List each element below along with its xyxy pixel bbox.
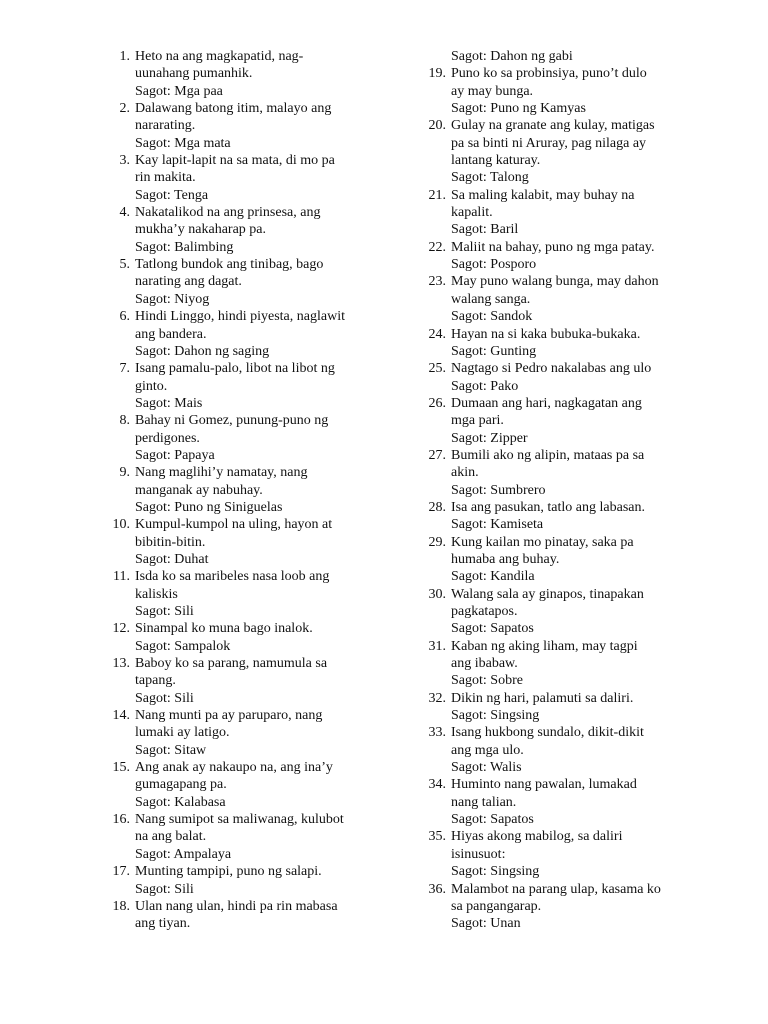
riddle-line [420,742,690,759]
riddle-number: 32. [428,690,446,706]
riddle-number: 5. [119,257,130,273]
riddle-number: 25. [428,361,446,377]
riddle-item [420,828,690,880]
riddle-line [104,603,394,620]
riddle-line [104,482,394,499]
riddle-item [104,412,394,464]
riddle-item [104,100,394,152]
riddle-text: ginto. [135,378,168,394]
riddle-answer: Sagot: Gunting [451,343,537,359]
riddle-line [104,672,394,689]
riddle-text: ay may bunga. [451,83,534,99]
riddle-line [104,187,394,204]
riddle-answer: Sagot: Singsing [451,708,540,724]
riddle-text: Bumili ako ng alipin, mataas pa sa [451,447,645,463]
riddle-text: humaba ang buhay. [451,551,560,567]
riddle-text: na ang balat. [135,829,207,845]
riddle-line [420,776,690,793]
riddle-number: 8. [119,413,130,429]
riddle-line [104,638,394,655]
riddle-text: mga pari. [451,413,504,429]
riddle-item [104,811,394,863]
riddle-item [420,360,690,395]
riddle-line [104,48,394,65]
riddle-line [420,152,690,169]
riddle-answer: Sagot: Posporo [451,257,537,273]
riddle-text: May puno walang bunga, may dahon [451,274,659,290]
riddle-item [420,273,690,325]
riddle-line [420,811,690,828]
riddle-number: 20. [428,118,446,134]
riddle-item [420,65,690,117]
riddle-text: Walang sala ay ginapos, tinapakan [451,586,644,602]
riddle-line [420,412,690,429]
riddle-line [104,464,394,481]
riddle-item [104,204,394,256]
riddle-number: 33. [428,725,446,741]
riddle-line [104,776,394,793]
riddle-number: 27. [428,447,446,463]
riddle-text: lumaki ay latigo. [135,725,230,741]
riddle-number: 4. [119,205,130,221]
riddle-number: 34. [428,777,446,793]
riddle-line [420,430,690,447]
riddle-answer: Sagot: Dahon ng saging [135,343,270,359]
riddle-text: Nagtago si Pedro nakalabas ang ulo [451,361,652,377]
riddle-line [104,308,394,325]
riddle-text: Nakatalikod na ang prinsesa, ang [135,205,321,221]
riddle-item [420,586,690,638]
riddle-text: lantang katuray. [451,153,541,169]
riddle-answer: Sagot: Sapatos [451,621,534,637]
riddle-line [420,568,690,585]
riddle-answer: Sagot: Unan [451,916,521,932]
riddle-text: Kumpul-kumpol na uling, hayon at [135,517,333,533]
riddle-line [420,915,690,932]
riddle-text: Dalawang batong itim, malayo ang [135,101,332,117]
riddle-text: Hindi Linggo, hindi piyesta, naglawit [135,309,345,325]
riddle-text: manganak ay nabuhay. [135,482,263,498]
riddle-text: tapang. [135,673,176,689]
riddle-text: rin makita. [135,170,196,186]
riddle-answer: Sagot: Pako [451,378,519,394]
riddle-number: 7. [119,361,130,377]
riddle-line [104,447,394,464]
riddle-item [104,516,394,568]
riddle-answer: Sagot: Singsing [451,864,540,880]
riddle-text: Gulay na granate ang kulay, matigas [451,118,655,134]
riddle-answer: Sagot: Talong [451,170,529,186]
riddle-text: Kaban ng aking liham, may tagpi [451,638,638,654]
riddle-text: Huminto nang pawalan, lumakad [451,777,637,793]
riddle-answer: Sagot: Sili [135,690,194,706]
riddle-answer: Sagot: Sapatos [451,812,534,828]
riddle-text: Nang sumipot sa maliwanag, kulubot [135,812,344,828]
riddle-text: ang bandera. [135,326,207,342]
riddle-answer: Sagot: Kalabasa [135,794,226,810]
riddle-line [104,620,394,637]
riddle-line [104,169,394,186]
riddle-number: 12. [112,621,130,637]
riddle-line [420,846,690,863]
riddle-line [104,655,394,672]
riddle-line [420,482,690,499]
riddle-line [420,551,690,568]
riddle-item [420,187,690,239]
riddle-line [104,430,394,447]
riddle-line [104,742,394,759]
riddle-line [104,239,394,256]
riddle-text: Nang munti pa ay paruparo, nang [135,708,323,724]
riddle-text: Kung kailan mo pinatay, saka pa [451,534,634,550]
riddle-item [420,117,690,186]
riddle-number: 19. [428,66,446,82]
riddle-number: 26. [428,395,446,411]
riddle-text: Sinampal ko muna bago inalok. [135,621,313,637]
riddle-text: pagkatapos. [451,604,518,619]
riddle-text: gumagapang pa. [135,777,227,793]
riddle-answer: Sagot: Sandok [451,309,533,325]
riddle-answer: Sagot: Sili [135,881,194,897]
riddle-line [104,534,394,551]
riddle-item [420,724,690,776]
riddle-line [104,326,394,343]
riddle-number: 9. [119,465,130,481]
riddle-answer: Sagot: Tenga [135,187,209,203]
riddle-line [104,690,394,707]
riddle-text: Sa maling kalabit, may buhay na [451,187,635,203]
riddle-line [420,378,690,395]
riddle-answer: Sagot: Sumbrero [451,482,546,498]
riddle-line [104,915,394,932]
riddle-item [420,638,690,690]
riddle-text: perdigones. [135,430,200,446]
riddle-answer: Sagot: Mais [135,395,203,411]
riddle-text: Ulan nang ulan, hindi pa rin mabasa [135,898,338,914]
riddle-line [420,100,690,117]
riddle-text: Heto na ang magkapatid, nag- [135,49,304,64]
riddle-text: isinusuot: [451,846,506,862]
riddle-item [104,152,394,204]
riddle-line [104,83,394,100]
riddle-item [420,395,690,447]
riddle-line [420,169,690,186]
riddle-answer: Sagot: Puno ng Kamyas [451,101,586,117]
riddle-answer: Sagot: Sobre [451,673,523,689]
riddle-line [420,256,690,273]
riddle-line [420,620,690,637]
riddle-line [420,603,690,620]
riddle-text: nararating. [135,118,196,134]
riddle-line [420,499,690,516]
riddle-line [104,378,394,395]
riddle-text: Bahay ni Gomez, punung-puno ng [135,413,329,429]
riddle-text: ang ibabaw. [451,656,518,672]
riddle-text: Maliit na bahay, puno ng mga patay. [451,239,655,255]
riddle-text: bibitin-bitin. [135,534,206,550]
riddle-item [104,620,394,655]
riddle-line [104,881,394,898]
riddle-item [420,239,690,274]
riddle-line [104,863,394,880]
riddle-number: 1. [119,49,130,64]
riddle-line [420,447,690,464]
riddle-text: Isda ko sa maribeles nasa loob ang [135,569,330,585]
riddle-answer: Sagot: Mga paa [135,83,223,99]
riddle-answer: Sagot: Walis [451,760,522,776]
riddle-text: mukha’y nakaharap pa. [135,222,266,238]
riddle-line [104,204,394,221]
riddle-text: kaliskis [135,586,178,602]
riddle-answer: Sagot: Sitaw [135,742,207,758]
riddle-text: Isang hukbong sundalo, dikit-dikit [451,725,644,741]
riddle-line [420,48,690,65]
riddle-line [104,551,394,568]
riddle-line [420,117,690,134]
riddle-line [420,586,690,603]
riddle-item [420,776,690,828]
riddle-item [104,256,394,308]
riddle-line [420,794,690,811]
riddle-number: 10. [112,517,130,533]
riddle-number: 23. [428,274,446,290]
riddle-line [420,360,690,377]
riddle-line [104,152,394,169]
riddle-item [420,690,690,725]
riddle-number: 18. [112,898,130,914]
riddle-line [104,395,394,412]
riddle-item [104,48,394,100]
riddle-number: 2. [119,101,130,117]
riddle-line [420,724,690,741]
riddle-text: walang sanga. [451,291,531,307]
riddle-line [104,759,394,776]
riddle-text: Isang pamalu-palo, libot na libot ng [135,361,335,377]
riddle-answer: Sagot: Sampalok [135,638,231,654]
riddle-text: Hayan na si kaka bubuka-bukaka. [451,326,641,342]
riddle-item [420,499,690,534]
riddle-number: 13. [112,656,130,672]
riddle-answer: Sagot: Kandila [451,569,535,585]
riddle-line [104,828,394,845]
riddle-line [104,273,394,290]
riddle-number: 11. [113,569,130,585]
riddle-line [104,516,394,533]
riddle-line [420,343,690,360]
riddle-line [104,724,394,741]
riddle-item [420,447,690,499]
riddle-line [420,828,690,845]
riddle-text: ang tiyan. [135,916,191,932]
riddle-item [104,863,394,898]
riddle-line [420,759,690,776]
riddle-line [420,707,690,724]
riddle-line [104,568,394,585]
riddle-line [104,794,394,811]
riddle-line [420,221,690,238]
riddle-line [104,707,394,724]
riddle-line [420,326,690,343]
riddle-number: 28. [428,499,446,515]
riddle-text: akin. [451,465,479,481]
riddle-line [420,690,690,707]
riddle-answer: Sagot: Puno ng Siniguelas [135,499,283,515]
riddle-text: kapalit. [451,205,493,221]
riddle-text: Baboy ko sa parang, namumula sa [135,656,328,672]
riddle-line [104,65,394,82]
riddle-line [104,100,394,117]
riddle-text: Nang maglihi’y namatay, nang [135,465,308,481]
riddle-text: Kay lapit-lapit na sa mata, di mo pa [135,153,335,169]
riddle-item [104,308,394,360]
riddle-text: Hiyas akong mabilog, sa daliri [451,829,623,845]
riddle-line [420,204,690,221]
riddle-line [104,898,394,915]
riddle-answer: Sagot: Papaya [135,447,215,463]
riddle-line [104,846,394,863]
riddle-answer: Sagot: Niyog [135,291,210,307]
riddle-line [104,221,394,238]
riddle-line [104,343,394,360]
riddle-item [104,464,394,516]
riddle-line [420,881,690,898]
riddle-number: 6. [119,309,130,325]
riddle-item [420,326,690,361]
riddle-line [104,117,394,134]
riddle-answer: Sagot: Zipper [451,430,528,446]
riddle-number: 31. [428,638,446,654]
riddle-item [104,655,394,707]
riddle-number: 17. [112,864,130,880]
riddle-text: Malambot na parang ulap, kasama ko [451,881,661,897]
riddle-line [104,135,394,152]
riddle-line [420,516,690,533]
riddle-line [104,360,394,377]
riddle-line [420,308,690,325]
riddle-line [420,672,690,689]
riddle-item [420,881,690,933]
riddle-line [104,256,394,273]
riddle-item [104,707,394,759]
riddle-line [104,811,394,828]
riddle-answer: Sagot: Sili [135,604,194,619]
riddle-line [420,291,690,308]
riddle-text: uunahang pumanhik. [135,66,253,82]
riddle-number: 35. [428,829,446,845]
riddle-number: 16. [112,812,130,828]
riddle-line [420,65,690,82]
riddle-number: 36. [428,881,446,897]
riddle-answer: Sagot: Balimbing [135,239,234,255]
riddle-text: sa pangangarap. [451,898,542,914]
riddle-line [420,395,690,412]
riddle-number: 21. [428,187,446,203]
riddle-item [420,48,690,65]
riddle-line [420,534,690,551]
riddle-line [420,135,690,152]
riddle-line [420,464,690,481]
riddle-text: pa sa binti ni Aruray, pag nilaga ay [451,135,647,151]
riddle-answer: Sagot: Dahon ng gabi [451,49,573,64]
riddle-number: 29. [428,534,446,550]
riddle-item [420,534,690,586]
riddle-number: 24. [428,326,446,342]
riddle-text: Ang anak ay nakaupo na, ang ina’y [135,760,333,776]
riddle-line [420,239,690,256]
riddle-text: Dikin ng hari, palamuti sa daliri. [451,690,634,706]
riddle-line [420,187,690,204]
riddle-text: Munting tampipi, puno ng salapi. [135,864,322,880]
riddle-line [104,412,394,429]
riddle-text: Dumaan ang hari, nagkagatan ang [451,395,642,411]
riddle-line [420,863,690,880]
riddle-item [104,568,394,620]
riddle-answer: Sagot: Duhat [135,551,209,567]
riddle-line [104,499,394,516]
riddle-number: 22. [428,239,446,255]
riddle-line [420,898,690,915]
riddle-answer: Sagot: Baril [451,222,519,238]
riddle-text: Tatlong bundok ang tinibag, bago [135,257,324,273]
riddle-answer: Sagot: Ampalaya [135,846,232,862]
riddle-line [420,273,690,290]
riddle-text: narating ang dagat. [135,274,242,290]
riddle-item [104,898,394,933]
riddle-line [104,586,394,603]
riddle-text: Isa ang pasukan, tatlo ang labasan. [451,499,645,515]
riddle-number: 15. [112,760,130,776]
riddle-number: 14. [112,708,130,724]
riddle-line [104,291,394,308]
riddle-item [104,360,394,412]
riddle-line [420,655,690,672]
riddle-text: nang talian. [451,794,517,810]
riddle-number: 3. [119,153,130,169]
riddle-line [420,83,690,100]
riddle-answer: Sagot: Kamiseta [451,517,544,533]
riddle-text: ang mga ulo. [451,742,524,758]
riddle-line [420,638,690,655]
riddle-text: Puno ko sa probinsiya, puno’t dulo [451,66,647,82]
left-column [104,48,394,933]
right-column [420,48,690,933]
riddle-answer: Sagot: Mga mata [135,135,231,151]
riddle-number: 30. [428,586,446,602]
riddle-item [104,759,394,811]
